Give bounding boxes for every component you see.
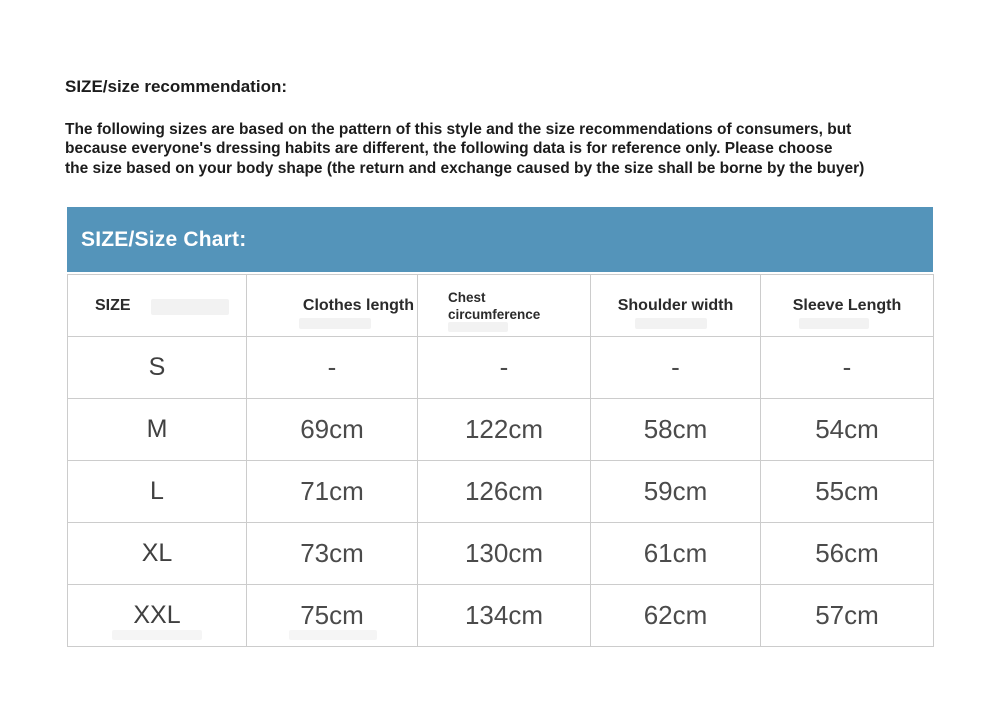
size-label-cell	[68, 461, 247, 523]
measurement-value: 59cm	[643, 476, 708, 506]
column-header-shoulder-width-label: Shoulder width	[617, 296, 734, 314]
clothes-length-cell	[247, 461, 418, 523]
measurement-value: -	[327, 352, 337, 382]
measurement-value: 55cm	[815, 476, 879, 506]
measurement-value: 75cm	[300, 600, 364, 630]
size-value: M	[146, 415, 168, 443]
shoulder-width-cell	[591, 399, 761, 461]
chest-circumference-cell	[418, 399, 591, 461]
size-label-cell	[68, 399, 247, 461]
clothes-length-cell	[247, 399, 418, 461]
chest-circumference-cell	[418, 585, 591, 647]
paragraph-line-1: The following sizes are based on the pattern of this style and the size recommendations of consumers, but	[65, 121, 852, 138]
size-recommendation-heading: SIZE/size recommendation:	[65, 77, 287, 96]
size-row-s	[68, 337, 934, 399]
clothes-length-cell	[247, 585, 418, 647]
header-row	[68, 275, 934, 337]
measurement-value: 69cm	[300, 414, 364, 444]
clothes-length-cell	[247, 337, 418, 399]
erased-text-artifact	[289, 630, 377, 640]
column-header-chest-circumference-label: Chest circumference	[448, 289, 541, 322]
size-chart-table	[67, 274, 934, 647]
column-header-clothes-length	[247, 275, 418, 337]
sleeve-length-cell	[761, 461, 934, 523]
size-recommendation-paragraph	[65, 120, 864, 178]
measurement-value: 61cm	[643, 538, 708, 568]
clothes-length-cell	[247, 523, 418, 585]
measurement-value: 134cm	[464, 600, 544, 630]
column-header-size-label: SIZE	[95, 296, 131, 314]
size-value: XXL	[133, 601, 181, 629]
column-header-chest-circumference	[418, 275, 591, 337]
measurement-value: 54cm	[815, 414, 879, 444]
shoulder-width-cell	[591, 585, 761, 647]
erased-text-artifact	[635, 318, 707, 329]
erased-text-artifact	[799, 318, 869, 329]
erased-text-artifact	[448, 322, 508, 332]
measurement-value: 71cm	[300, 476, 364, 506]
column-header-shoulder-width	[591, 275, 761, 337]
size-value: XL	[141, 539, 173, 567]
size-value: L	[150, 477, 164, 505]
measurement-value: -	[671, 352, 680, 382]
measurement-value: 122cm	[464, 414, 544, 444]
size-label-cell	[68, 337, 247, 399]
chest-circumference-cell	[418, 337, 591, 399]
paragraph-line-2: because everyone's dressing habits are different, the following data is for reference only. Please choose	[65, 140, 833, 158]
sleeve-length-cell	[761, 337, 934, 399]
measurement-value: 73cm	[300, 538, 364, 568]
column-header-size	[68, 275, 247, 337]
size-row-xxl	[68, 585, 934, 647]
size-chart-title: SIZE/Size Chart:	[81, 227, 247, 251]
erased-text-artifact	[112, 630, 202, 640]
measurement-value: -	[842, 352, 852, 382]
size-row-l	[68, 461, 934, 523]
measurement-value: 57cm	[815, 600, 879, 630]
measurement-value: 58cm	[643, 414, 708, 444]
size-label-cell	[68, 585, 247, 647]
size-chart-title-bar	[67, 207, 933, 272]
shoulder-width-cell	[591, 337, 761, 399]
measurement-value: 56cm	[815, 538, 879, 568]
column-header-clothes-length-label: Clothes length	[302, 296, 414, 314]
measurement-value: 62cm	[643, 600, 708, 630]
size-row-m	[68, 399, 934, 461]
shoulder-width-cell	[591, 461, 761, 523]
chest-circumference-cell	[418, 461, 591, 523]
erased-text-artifact	[299, 318, 371, 329]
chest-circumference-cell	[418, 523, 591, 585]
size-row-xl	[68, 523, 934, 585]
shoulder-width-cell	[591, 523, 761, 585]
paragraph-line-3: the size based on your body shape (the return and exchange caused by the size shall be borne by the buyer)	[65, 159, 865, 177]
column-header-sleeve-length	[761, 275, 934, 337]
sleeve-length-cell	[761, 523, 934, 585]
sleeve-length-cell	[761, 585, 934, 647]
size-label-cell	[68, 523, 247, 585]
measurement-value: 130cm	[464, 538, 544, 568]
measurement-value: -	[499, 352, 509, 382]
column-header-sleeve-length-label: Sleeve Length	[792, 296, 902, 314]
measurement-value: 126cm	[464, 476, 544, 506]
sleeve-length-cell	[761, 399, 934, 461]
erased-text-artifact	[151, 299, 229, 315]
size-value: S	[148, 353, 166, 381]
